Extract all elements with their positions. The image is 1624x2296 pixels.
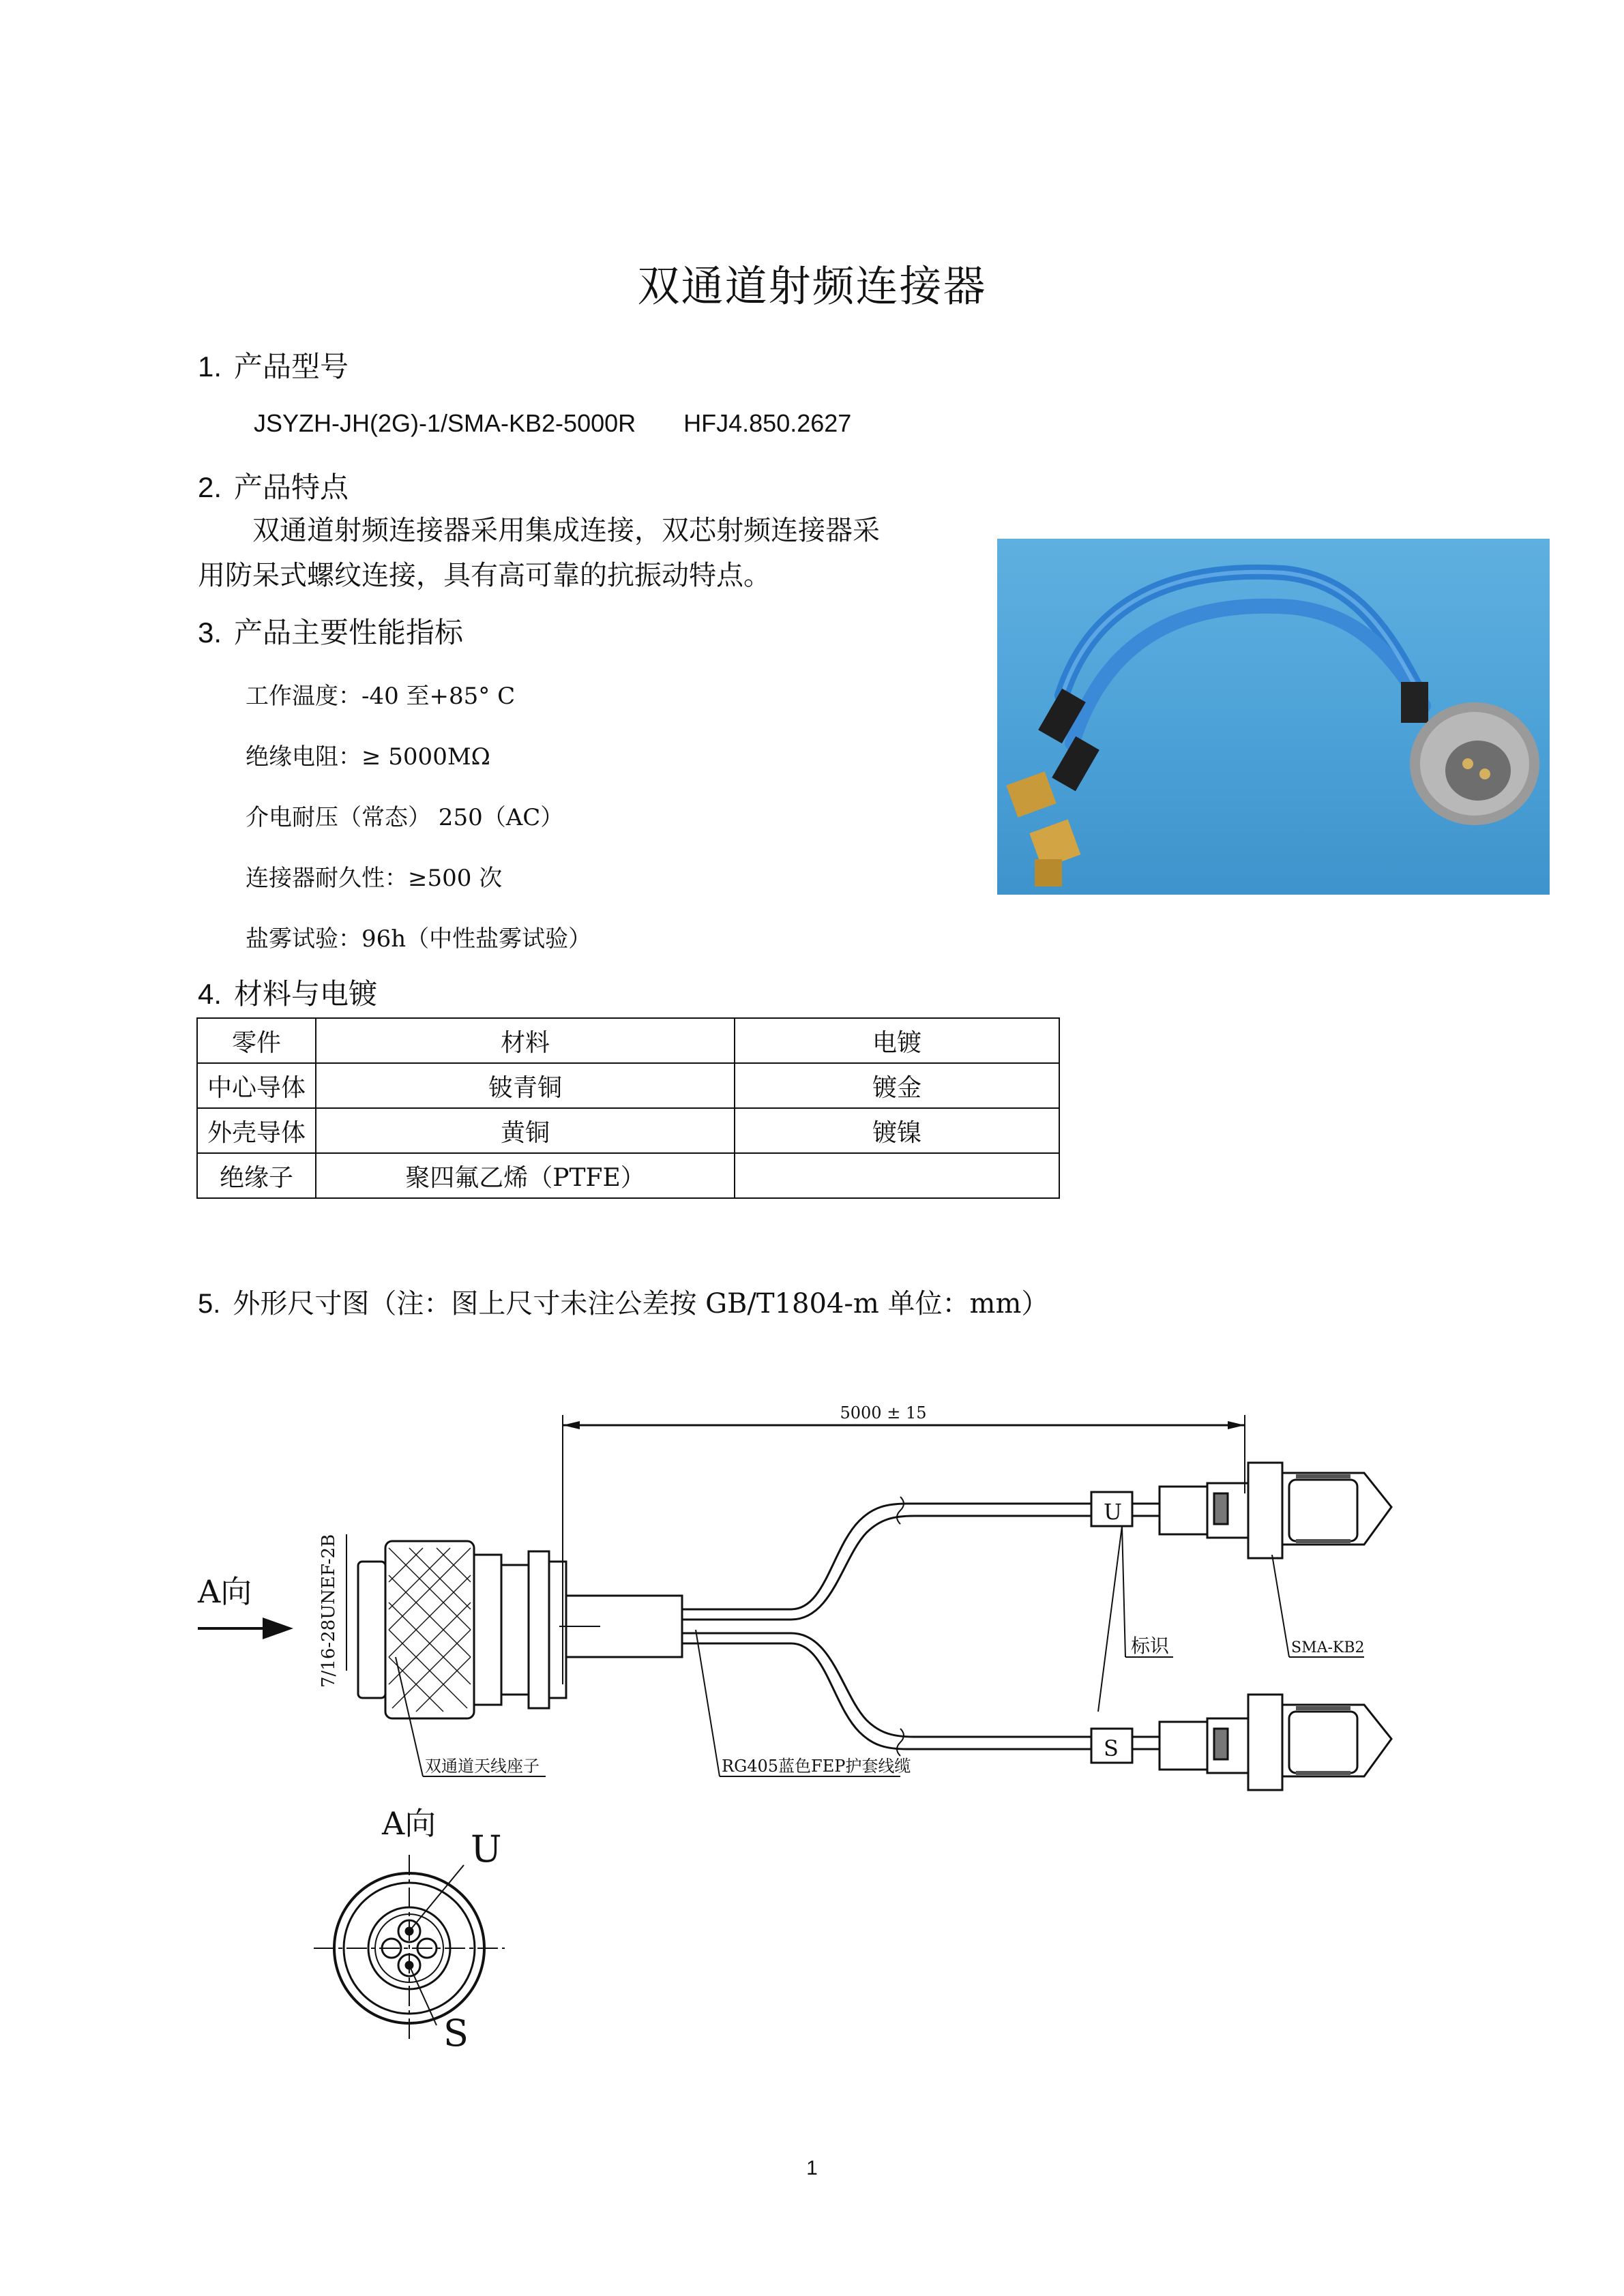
sma-connector-top bbox=[1132, 1463, 1391, 1558]
section-label: 产品型号 bbox=[234, 350, 349, 383]
marker-s-label: S bbox=[1104, 1735, 1119, 1761]
table-header-cell: 材料 bbox=[316, 1018, 735, 1063]
table-cell: 绝缘子 bbox=[197, 1153, 316, 1198]
section-number: 1. bbox=[198, 351, 222, 383]
section-heading-materials bbox=[198, 972, 377, 1013]
materials-table bbox=[196, 1017, 1060, 1199]
section-label: 产品主要性能指标 bbox=[234, 616, 464, 649]
table-cell bbox=[735, 1153, 1059, 1198]
table-header-cell: 零件 bbox=[197, 1018, 316, 1063]
table-cell: 外壳导体 bbox=[197, 1108, 316, 1153]
section-label: 材料与电镀 bbox=[234, 977, 378, 1011]
section-heading-dimensions bbox=[198, 1282, 1048, 1321]
dimension-drawing bbox=[191, 1384, 1419, 2080]
section-number: 4. bbox=[198, 978, 222, 1010]
marking-label: 标识 bbox=[1131, 1635, 1170, 1657]
a-view-label: A向 bbox=[382, 1805, 437, 1842]
a-view-s-label: S bbox=[443, 2012, 469, 2055]
section-number: 2. bbox=[198, 471, 222, 503]
table-header-cell: 电镀 bbox=[735, 1018, 1059, 1063]
socket-label: 双通道天线座子 bbox=[425, 1757, 540, 1776]
spec-durability: 连接器耐久性：≥500 次 bbox=[246, 865, 503, 892]
section-heading-specs bbox=[198, 610, 463, 651]
section-number: 5. bbox=[198, 1289, 221, 1319]
spec-dielectric-voltage: 介电耐压（常态） 250（AC） bbox=[246, 804, 564, 831]
table-cell: 镀镍 bbox=[735, 1108, 1059, 1153]
section-heading-features bbox=[198, 465, 349, 506]
section-heading-model bbox=[198, 344, 349, 385]
table-cell: 镀金 bbox=[735, 1063, 1059, 1108]
sma-kb2-label: SMA-KB2 bbox=[1291, 1639, 1365, 1656]
sma-connector-bottom bbox=[1132, 1695, 1391, 1790]
knurled-nut bbox=[385, 1541, 474, 1718]
model-code: JSYZH-JH(2G)-1/SMA-KB2-5000R bbox=[254, 409, 636, 437]
model-line bbox=[254, 409, 851, 438]
document-title: 双通道射频连接器 bbox=[637, 261, 987, 311]
table-cell: 黄铜 bbox=[316, 1108, 735, 1153]
table-cell: 中心导体 bbox=[197, 1063, 316, 1108]
section-label: 产品特点 bbox=[234, 471, 349, 504]
table-row bbox=[197, 1153, 1059, 1198]
table-row bbox=[197, 1063, 1059, 1108]
a-view-u-label: U bbox=[471, 1828, 502, 1870]
spec-insulation-resistance: 绝缘电阻：≥ 5000MΩ bbox=[246, 743, 490, 771]
marker-u-label: U bbox=[1104, 1499, 1122, 1525]
view-direction-label: A向 bbox=[198, 1573, 252, 1610]
thread-label: 7/16-28UNEF-2B bbox=[319, 1534, 339, 1688]
table-row bbox=[197, 1108, 1059, 1153]
features-paragraph: 双通道射频连接器采用集成连接，双芯射频连接器采用防呆式螺纹连接，具有高可靠的抗振动特点。 bbox=[198, 515, 880, 591]
spec-salt-spray: 盐雾试验：96h（中性盐雾试验） bbox=[246, 925, 592, 953]
table-header-row bbox=[197, 1018, 1059, 1063]
table-cell: 聚四氟乙烯（PTFE） bbox=[316, 1153, 735, 1198]
a-view-drawing bbox=[314, 1805, 505, 2055]
dimension-text: 5000 ± 15 bbox=[840, 1403, 927, 1422]
arrow-icon bbox=[263, 1617, 293, 1639]
spec-temperature: 工作温度：-40 至+85° C bbox=[246, 683, 516, 710]
section-number: 3. bbox=[198, 616, 222, 648]
cable-label: RG405蓝色FEP护套线缆 bbox=[722, 1757, 911, 1776]
section-label: 外形尺寸图（注：图上尺寸未注公差按 GB/T1804-m 单位：mm） bbox=[233, 1288, 1049, 1320]
table-cell: 铍青铜 bbox=[316, 1063, 735, 1108]
product-photo bbox=[997, 539, 1550, 895]
product-photo-illustration bbox=[997, 539, 1550, 895]
page-number: 1 bbox=[806, 2157, 818, 2179]
drawing-number: HFJ4.850.2627 bbox=[683, 409, 852, 437]
